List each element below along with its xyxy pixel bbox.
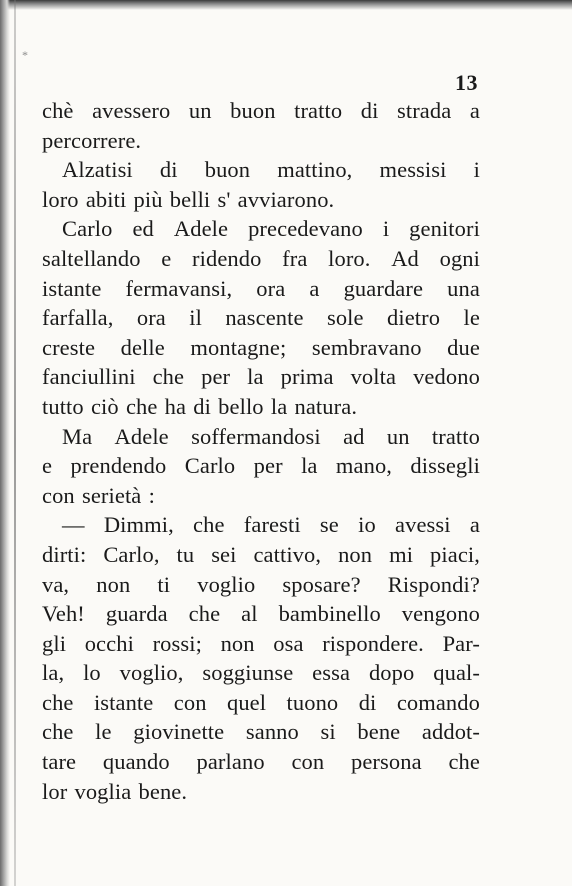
- body-text: [42, 96, 480, 806]
- text-line: percorrere.: [42, 127, 142, 153]
- text-line: lor voglia bene.: [42, 778, 188, 804]
- text-line: chè avessero un buon tratto di strada a: [42, 98, 480, 123]
- text-line: Ma Adele soffermandosi ad un tratto: [62, 423, 480, 449]
- text-line: gli occhi rossi; non osa rispondere. Par-: [42, 630, 480, 656]
- text-line: la, lo voglio, soggiunse essa dopo qual-: [42, 660, 480, 686]
- text-line: con serietà :: [42, 482, 155, 508]
- text-line: creste delle montagne; sembravano due: [42, 334, 480, 360]
- text-line: fanciullini che per la prima volta vedono: [42, 364, 480, 390]
- text-line: che istante con quel tuono di comando: [42, 689, 480, 715]
- text-line: e prendendo Carlo per la mano, dissegli: [42, 453, 480, 479]
- scan-top-edge: [0, 0, 572, 10]
- text-line: saltellando e ridendo fra loro. Ad ogni: [42, 245, 480, 271]
- ink-mark: *: [22, 48, 28, 62]
- text-line: — Dimmi, che faresti se io avessi a: [62, 512, 480, 538]
- text-line: Alzatisi di buon mattino, messisi i: [62, 157, 480, 183]
- text-line: farfalla, ora il nascente sole dietro le: [42, 305, 480, 331]
- text-line: va, non ti voglio sposare? Rispondi?: [42, 571, 480, 597]
- text-line: tare quando parlano con persona che: [42, 749, 480, 775]
- page-number: 13: [455, 70, 478, 95]
- text-line: Carlo ed Adele precedevano i genitori: [62, 216, 480, 242]
- text-line: loro abiti più belli s' avviarono.: [42, 186, 335, 212]
- text-line: che le giovinette sanno si bene addot-: [42, 719, 480, 745]
- gutter-line: [14, 0, 16, 886]
- text-line: tutto ciò che ha di bello la natura.: [42, 393, 358, 419]
- binding-gutter: [0, 0, 10, 886]
- text-line: Veh! guarda che al bambinello vengono: [42, 601, 480, 627]
- text-line: dirti: Carlo, tu sei cattivo, non mi piaci,: [42, 541, 480, 567]
- text-line: istante fermavansi, ora a guardare una: [42, 275, 480, 301]
